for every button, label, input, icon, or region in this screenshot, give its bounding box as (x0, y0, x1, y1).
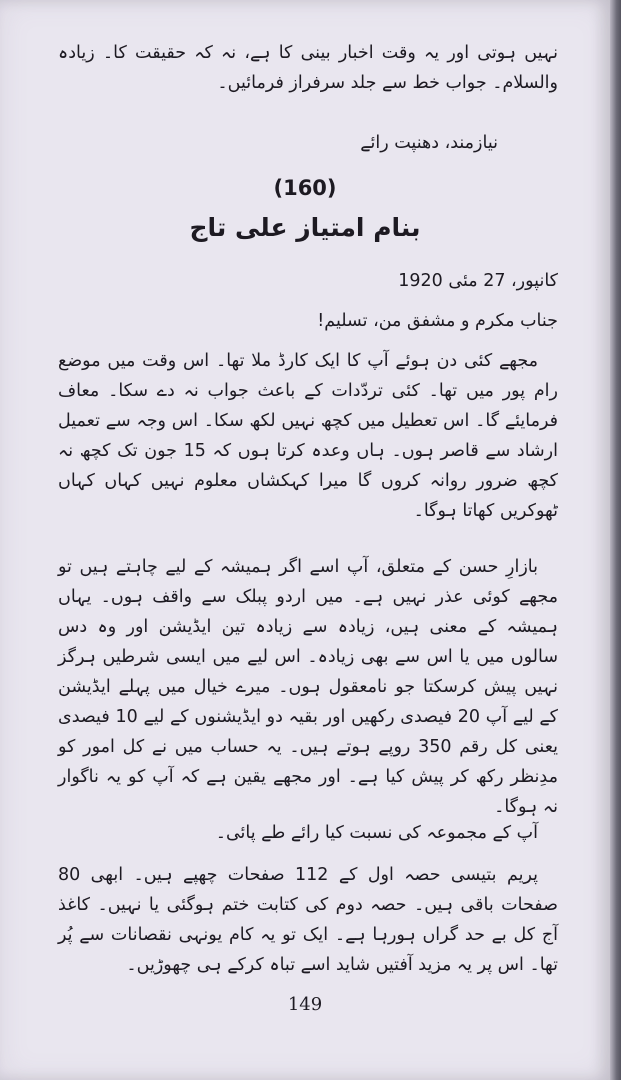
letter-number: (160) (273, 176, 337, 200)
page-number: 149 (287, 994, 323, 1015)
signoff: نیازمند، دھنپت رائے (360, 133, 498, 153)
paragraph-4: پریم بتیسی حصہ اول کے 112 صفحات چھپے ہیں۔ ابھی 80 صفحات باقی ہیں۔ حصہ دوم کی کتابت ختم ہوگئی یا نہیں۔ کاغذ آج کل بے حد گراں ہورہا ہے۔ ایک تو یہ کام یونہی نقصانات سے پُر تھا۔ اس پر یہ مزید آفتیں شاید اسے تباہ کرکے ہی چھوڑیں۔ (58, 865, 558, 975)
place-date: کانپور، 27 مئی 1920 (398, 271, 558, 291)
salutation: جناب مکرم و مشفق من، تسلیم! (317, 311, 558, 331)
continued-paragraph: نہیں ہوتی اور یہ وقت اخبار بینی کا ہے، نہ کہ حقیقت کا۔ زیادہ والسلام۔ جواب خط سے جلد سرفراز فرمائیں۔ (58, 43, 558, 93)
paragraph-3: آپ کے مجموعہ کی نسبت کیا رائے طے پائی۔ (215, 823, 538, 843)
letter-title: بنام امتیاز علی تاج (189, 213, 421, 242)
paragraph-1: مجھے کئی دن ہوئے آپ کا ایک کارڈ ملا تھا۔ اس وقت میں موضع رام پور میں تھا۔ کئی تردّدات کے باعث جواب نہ دے سکا۔ معاف فرمایئے گا۔ اس تعطیل میں کچھ نہیں لکھ سکا۔ اس وجہ سے تعمیل ارشاد سے قاصر ہوں۔ ہاں وعدہ کرتا ہوں کہ 15 جون تک کچھ نہ کچھ ضرور روانہ کروں گا میرا کہکشاں معلوم نہیں کہاں کہاں ٹھوکریں کھاتا ہوگا۔ (58, 351, 558, 521)
book-spine (610, 0, 621, 1080)
paragraph-2: بازارِ حسن کے متعلق، آپ اسے اگر ہمیشہ کے لیے چاہتے ہیں تو مجھے کوئی عذر نہیں ہے۔ میں اردو پبلک سے واقف ہوں۔ یہاں ہمیشہ کے معنی ہیں، زیادہ سے زیادہ تین ایڈیشن اور وہ دس سالوں میں یا اس سے بھی زیادہ۔ اس لیے میں ایسی شرطیں ہرگز نہیں پیش کرسکتا جو نامعقول ہوں۔ میرے خیال میں پہلے ایڈیشن کے لیے آپ 20 فیصدی رکھیں اور بقیہ دو ایڈیشنوں کے لیے 10 فیصدی یعنی کل رقم 350 روپے ہوتے ہیں۔ یہ حساب میں نے کل امور کو مدِنظر رکھ کر پیش کیا ہے۔ اور مجھے یقین ہے کہ آپ کو یہ ناگوار نہ ہوگا۔ (58, 557, 559, 817)
